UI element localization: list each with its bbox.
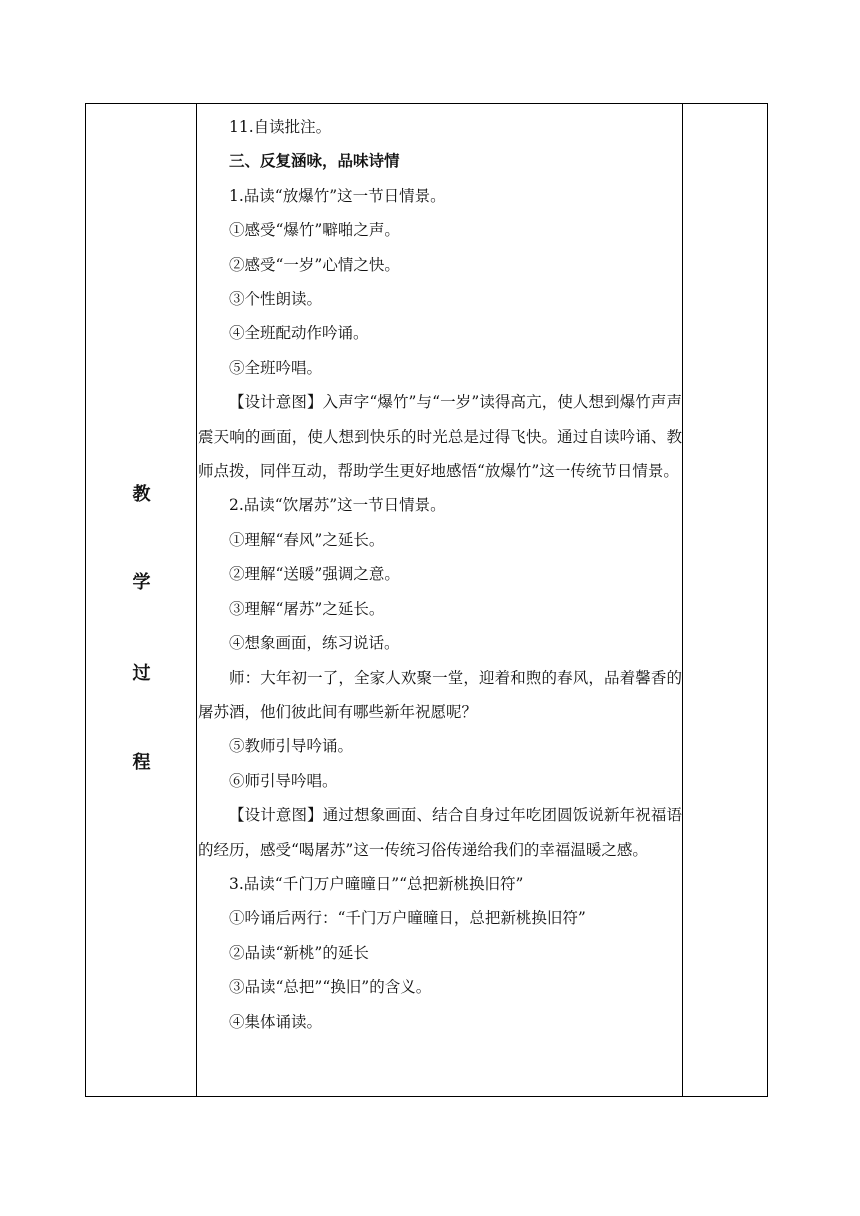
section-label-cell	[86, 104, 197, 1096]
section-label-char-4: 程	[132, 752, 151, 773]
section-heading: 三、反复涵咏，品味诗情	[229, 151, 400, 171]
design-intent-2: 【设计意图】通过想象画面、结合自身过年吃团圆饭说新年祝福语的经历，感受“喝屠苏”这一传统习俗传递给我们的幸福温暖之感。	[198, 806, 682, 859]
design-intent-1: 【设计意图】入声字“爆竹”与“一岁”读得高亢，使人想到爆竹声声震天响的画面，使人想到快乐的时光总是过得飞快。通过自读吟诵、教师点拨，同伴互动，帮助学生更好地感悟“放爆竹”这一传统节日情景。	[198, 393, 682, 481]
activity-2-step-5: ⑤教师引导吟诵。	[229, 737, 354, 756]
notes-cell	[682, 104, 767, 1096]
step-11: 11.自读批注。	[229, 118, 332, 136]
activity-2-step-2: ②理解“送暖”强调之意。	[229, 565, 400, 584]
activity-1-step-1: ①感受“爆竹”噼啪之声。	[229, 221, 400, 240]
activity-1-step-4: ④全班配动作吟诵。	[229, 324, 369, 343]
lesson-table	[85, 103, 768, 1097]
activity-2-step-1: ①理解“春风”之延长。	[229, 530, 385, 549]
activity-1-title: 1.品读“放爆竹”这一节日情景。	[229, 186, 446, 205]
activity-1-step-5: ⑤全班吟唱。	[229, 358, 323, 377]
teacher-prompt: 师：大年初一了，全家人欢聚一堂，迎着和煦的春风，品着馨香的屠苏酒，他们彼此间有哪些新年祝愿呢？	[198, 668, 682, 721]
activity-1-step-3: ③个性朗读。	[229, 290, 323, 309]
section-label-char-2: 学	[132, 572, 151, 593]
activity-3-title: 3.品读“千门万户曈曈日”“总把新桃换旧符”	[229, 874, 524, 893]
activity-2-title: 2.品读“饮屠苏”这一节日情景。	[229, 496, 446, 515]
activity-2-step-6: ⑥师引导吟唱。	[229, 771, 338, 790]
activity-3-step-1: ①吟诵后两行：“千门万户曈曈日，总把新桃换旧符”	[229, 909, 586, 928]
section-label-char-3: 过	[132, 663, 151, 684]
teaching-process-content	[198, 110, 682, 1039]
activity-2-step-4: ④想象画面，练习说话。	[229, 634, 400, 653]
activity-1-step-2: ②感受“一岁”心情之快。	[229, 255, 400, 274]
activity-2-step-3: ③理解“屠苏”之延长。	[229, 599, 385, 618]
activity-3-step-2: ②品读“新桃”的延长	[229, 943, 369, 962]
section-label-char-1: 教	[132, 484, 151, 505]
activity-3-step-4: ④集体诵读。	[229, 1012, 323, 1031]
activity-3-step-3: ③品读“总把”“换旧”的含义。	[229, 978, 432, 997]
